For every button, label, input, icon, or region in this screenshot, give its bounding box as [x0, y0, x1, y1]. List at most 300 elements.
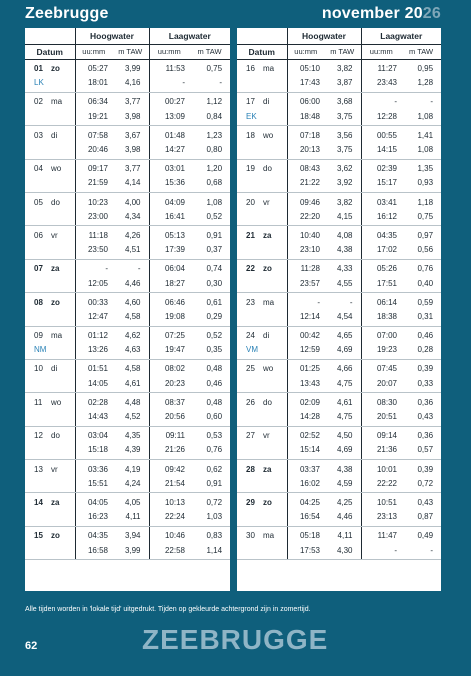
tide-table-left-panel: [25, 28, 230, 591]
low-height: 0,59: [417, 297, 434, 307]
low-time: 19:47: [149, 343, 189, 360]
high-height: 4,08: [336, 230, 353, 240]
low-height: 0,35: [189, 343, 230, 360]
day-number: 27: [246, 431, 255, 441]
high-time: 01:12: [75, 326, 112, 343]
moon-phase-label: [237, 543, 287, 560]
high-height: 4,00: [124, 197, 141, 207]
high-height: -: [349, 297, 353, 307]
tide-day-row: [25, 193, 230, 210]
high-time: 17:53: [287, 543, 324, 560]
day-number: 16: [246, 64, 255, 74]
tide-day-row-second: [237, 376, 441, 393]
high-time: 04:05: [75, 493, 112, 510]
tide-day-row: [25, 259, 230, 276]
high-time: 18:48: [287, 109, 324, 126]
tide-day-row: [237, 126, 441, 143]
day-number: 03: [34, 130, 43, 140]
low-height: -: [189, 76, 230, 93]
day-number: 22: [246, 264, 255, 274]
high-time: 09:17: [75, 159, 112, 176]
tide-table-right: [237, 28, 441, 560]
high-height: 3,94: [124, 531, 141, 541]
tide-day-row-second: [237, 276, 441, 293]
day-number: 07: [34, 264, 43, 274]
low-time: 04:09: [149, 193, 189, 210]
tide-table-left: [25, 28, 230, 560]
high-time: 14:43: [75, 409, 112, 426]
low-time: 22:22: [361, 476, 401, 493]
high-time: 13:26: [75, 343, 112, 360]
high-time: 17:43: [287, 76, 324, 93]
high-height: 4,26: [124, 230, 141, 240]
high-time: 03:04: [75, 426, 112, 443]
high-time: 07:18: [287, 126, 324, 143]
high-height: 4,48: [124, 397, 141, 407]
high-time: 10:23: [75, 193, 112, 210]
header-blank: [25, 28, 75, 44]
high-time: 23:50: [75, 243, 112, 260]
low-height: 0,83: [206, 531, 223, 541]
datum-header: Datum: [237, 44, 287, 59]
weekday: za: [263, 230, 272, 240]
tide-day-row-second: [25, 209, 230, 226]
high-time: 00:42: [287, 326, 324, 343]
low-time: 09:11: [149, 426, 189, 443]
low-height: 0,46: [189, 376, 230, 393]
tide-day-row-second: [237, 510, 441, 527]
day-number: 23: [246, 297, 255, 307]
footer-note: Alle tijden worden in 'lokale tijd' uitgedrukt. Tijden op gekleurde achtergrond zijn in zomertijd.: [25, 606, 311, 613]
high-time: -: [287, 293, 324, 310]
high-time: 04:35: [75, 526, 112, 543]
high-height: 3,87: [324, 76, 361, 93]
tide-day-row-second: [25, 510, 230, 527]
page-header-month-year: [322, 5, 441, 23]
low-height: 0,62: [206, 464, 223, 474]
day-number: 01: [34, 64, 43, 74]
tide-day-row-second: [25, 443, 230, 460]
high-time: 15:51: [75, 476, 112, 493]
low-height: 0,68: [189, 176, 230, 193]
day-number: 10: [34, 364, 43, 374]
low-height: 0,61: [206, 297, 223, 307]
moon-phase-label: [25, 176, 75, 193]
high-time: 12:14: [287, 309, 324, 326]
tide-day-row: [25, 159, 230, 176]
low-height: 1,35: [417, 164, 434, 174]
high-water-header: Hoogwater: [287, 28, 361, 44]
high-height: -: [137, 264, 141, 274]
low-time-header: uu:mm: [149, 44, 189, 59]
low-height: 0,30: [189, 276, 230, 293]
low-time: 21:54: [149, 476, 189, 493]
low-time: 21:26: [149, 443, 189, 460]
high-time: 12:05: [75, 276, 112, 293]
low-time: 11:47: [361, 526, 401, 543]
tide-day-row-second: [25, 76, 230, 93]
high-height: 4,65: [336, 331, 353, 341]
high-time: 05:10: [287, 59, 324, 76]
high-time: 03:37: [287, 460, 324, 477]
tide-day-row-second: [237, 309, 441, 326]
high-height: 4,25: [336, 497, 353, 507]
high-time: 18:01: [75, 76, 112, 93]
high-height: 4,58: [112, 309, 149, 326]
moon-phase-label: [237, 209, 287, 226]
moon-phase-label: [25, 376, 75, 393]
high-height: 4,61: [336, 397, 353, 407]
high-time: 23:00: [75, 209, 112, 226]
high-height: 4,52: [112, 409, 149, 426]
weekday: zo: [51, 297, 60, 307]
high-height: 3,82: [336, 197, 353, 207]
moon-phase-label: [25, 309, 75, 326]
low-height: 0,53: [206, 431, 223, 441]
weekday: vr: [263, 197, 270, 207]
high-time: 01:51: [75, 359, 112, 376]
high-height: 3,56: [336, 130, 353, 140]
high-time: 05:27: [75, 59, 112, 76]
tide-day-row: [237, 259, 441, 276]
low-height-header: m TAW: [189, 44, 230, 59]
low-height: 0,91: [206, 230, 223, 240]
high-height: 4,62: [124, 331, 141, 341]
tide-day-row: [237, 159, 441, 176]
tide-day-row: [237, 526, 441, 543]
low-height: 0,75: [206, 64, 223, 74]
low-time: 00:27: [149, 92, 189, 109]
tide-day-row: [25, 426, 230, 443]
high-time: 02:52: [287, 426, 324, 443]
high-height: 4,24: [112, 476, 149, 493]
day-number: 14: [34, 497, 43, 507]
high-time: 01:25: [287, 359, 324, 376]
moon-phase-label: [237, 443, 287, 460]
high-height: 3,98: [112, 109, 149, 126]
low-height: 0,28: [401, 343, 441, 360]
tide-day-row-second: [25, 276, 230, 293]
high-height: 4,38: [324, 243, 361, 260]
low-time: 10:46: [149, 526, 189, 543]
low-height: 0,56: [401, 243, 441, 260]
tide-rows-left: [25, 59, 230, 560]
day-number: 08: [34, 297, 43, 307]
high-height-header: m TAW: [324, 44, 361, 59]
moon-phase-label: [25, 142, 75, 159]
moon-phase-label: [237, 409, 287, 426]
low-time: 23:13: [361, 510, 401, 527]
header-year-part-a: 20: [404, 5, 423, 22]
high-height: 4,38: [336, 464, 353, 474]
low-time: 05:13: [149, 226, 189, 243]
high-water-header: Hoogwater: [75, 28, 149, 44]
tide-day-row: [237, 426, 441, 443]
weekday: do: [263, 164, 272, 174]
tide-day-row: [237, 92, 441, 109]
day-number: 13: [34, 464, 43, 474]
low-time: 20:56: [149, 409, 189, 426]
day-number: 18: [246, 130, 255, 140]
high-height: 4,46: [324, 510, 361, 527]
low-water-header: Laagwater: [361, 28, 441, 44]
low-height: 0,75: [401, 209, 441, 226]
tide-day-row: [237, 393, 441, 410]
low-time: 17:51: [361, 276, 401, 293]
low-height: 1,03: [189, 510, 230, 527]
high-time: 16:58: [75, 543, 112, 560]
low-time: -: [149, 76, 189, 93]
low-time: 15:36: [149, 176, 189, 193]
moon-phase-label: [25, 510, 75, 527]
high-time-header: uu:mm: [75, 44, 112, 59]
low-time: 20:23: [149, 376, 189, 393]
weekday: di: [263, 331, 270, 341]
high-height: 4,60: [124, 297, 141, 307]
weekday: do: [51, 431, 60, 441]
low-time: 11:27: [361, 59, 401, 76]
tide-day-row-second: [25, 176, 230, 193]
high-height: 4,58: [124, 364, 141, 374]
low-height: -: [430, 97, 434, 107]
high-height: 3,99: [112, 543, 149, 560]
high-height: 4,14: [112, 176, 149, 193]
weekday: vr: [51, 230, 58, 240]
high-time: 09:46: [287, 193, 324, 210]
day-number: 05: [34, 197, 43, 207]
weekday: ma: [51, 97, 63, 107]
high-time: 02:28: [75, 393, 112, 410]
low-height: 0,39: [417, 464, 434, 474]
tide-day-row-second: [237, 209, 441, 226]
weekday: do: [263, 397, 272, 407]
moon-phase-label: [25, 409, 75, 426]
tide-day-row-second: [237, 343, 441, 360]
low-time-header: uu:mm: [361, 44, 401, 59]
tide-day-row: [25, 393, 230, 410]
low-time: 22:24: [149, 510, 189, 527]
tide-day-row-second: [237, 76, 441, 93]
low-time: 11:53: [149, 59, 189, 76]
day-number: 26: [246, 397, 255, 407]
high-time: 05:18: [287, 526, 324, 543]
tide-day-row: [25, 59, 230, 76]
high-height: 4,61: [112, 376, 149, 393]
low-time: 14:15: [361, 142, 401, 159]
high-height: 3,99: [124, 64, 141, 74]
tide-day-row-second: [25, 109, 230, 126]
weekday: di: [51, 130, 58, 140]
low-height: 0,48: [206, 397, 223, 407]
high-time: 12:47: [75, 309, 112, 326]
moon-phase-label: [25, 443, 75, 460]
low-time: 13:09: [149, 109, 189, 126]
low-height: 0,46: [417, 331, 434, 341]
tide-day-row: [25, 460, 230, 477]
day-number: 11: [34, 397, 43, 407]
low-time: 08:02: [149, 359, 189, 376]
low-time: 09:14: [361, 426, 401, 443]
high-time: 12:59: [287, 343, 324, 360]
weekday: wo: [263, 364, 274, 374]
low-time: 17:02: [361, 243, 401, 260]
high-height: 3,82: [336, 64, 353, 74]
high-time: 15:18: [75, 443, 112, 460]
tide-day-row: [237, 460, 441, 477]
tide-day-row-second: [237, 476, 441, 493]
low-time: -: [361, 543, 401, 560]
low-time: 17:39: [149, 243, 189, 260]
high-height-header: m TAW: [112, 44, 149, 59]
moon-phase-label: EK: [237, 109, 287, 126]
low-height: 0,48: [206, 364, 223, 374]
moon-phase-label: [25, 543, 75, 560]
high-height: 3,75: [324, 109, 361, 126]
weekday: wo: [51, 397, 62, 407]
low-height: 0,52: [189, 209, 230, 226]
low-height: 0,80: [189, 142, 230, 159]
high-height: 4,15: [324, 209, 361, 226]
high-time: 13:43: [287, 376, 324, 393]
high-time: 07:58: [75, 126, 112, 143]
low-time: 03:01: [149, 159, 189, 176]
moon-phase-label: [25, 243, 75, 260]
weekday: di: [263, 97, 270, 107]
high-height: 4,34: [112, 209, 149, 226]
moon-phase-label: [25, 209, 75, 226]
day-number: 29: [246, 497, 255, 507]
day-number: 30: [246, 531, 255, 541]
low-height: 0,37: [189, 243, 230, 260]
low-time: 06:14: [361, 293, 401, 310]
low-time: 21:36: [361, 443, 401, 460]
day-number: 04: [34, 164, 43, 174]
low-height: 1,18: [417, 197, 434, 207]
low-time: 06:46: [149, 293, 189, 310]
low-height: 0,29: [189, 309, 230, 326]
low-height: 1,08: [206, 197, 223, 207]
moon-phase-label: [25, 109, 75, 126]
low-height: 1,23: [206, 130, 223, 140]
tide-day-row-second: [237, 243, 441, 260]
low-height: 0,36: [417, 397, 434, 407]
moon-phase-label: NM: [25, 343, 75, 360]
low-height: 1,08: [401, 109, 441, 126]
high-height: 4,66: [336, 364, 353, 374]
tide-day-row-second: [25, 409, 230, 426]
low-time: 00:55: [361, 126, 401, 143]
low-time: 08:30: [361, 393, 401, 410]
high-time: 11:18: [75, 226, 112, 243]
tide-day-row: [237, 359, 441, 376]
tide-day-row: [25, 126, 230, 143]
weekday: za: [263, 464, 272, 474]
high-height: 4,69: [324, 343, 361, 360]
high-time: 00:33: [75, 293, 112, 310]
low-height: 0,87: [401, 510, 441, 527]
low-time: 16:12: [361, 209, 401, 226]
tide-day-row: [237, 59, 441, 76]
tide-day-row-second: [25, 142, 230, 159]
low-height: 0,91: [189, 476, 230, 493]
moon-phase-label: [237, 476, 287, 493]
header-year-part-b: 26: [422, 5, 441, 22]
tide-day-row: [25, 326, 230, 343]
high-height: 4,63: [112, 343, 149, 360]
tide-day-row-second: [237, 443, 441, 460]
moon-phase-label: [237, 176, 287, 193]
high-time: 16:23: [75, 510, 112, 527]
high-height: 3,77: [124, 97, 141, 107]
high-height: 4,11: [337, 531, 353, 541]
tide-day-row-second: [25, 543, 230, 560]
low-height: 0,95: [417, 64, 434, 74]
high-height: 4,19: [124, 464, 141, 474]
tide-day-row-second: [237, 409, 441, 426]
high-time: 19:21: [75, 109, 112, 126]
low-height: 1,14: [189, 543, 230, 560]
high-time: 06:00: [287, 92, 324, 109]
low-height: 1,20: [206, 164, 223, 174]
high-height: 4,55: [324, 276, 361, 293]
high-time: 08:43: [287, 159, 324, 176]
day-number: 06: [34, 230, 43, 240]
weekday: zo: [51, 64, 60, 74]
day-number: 12: [34, 431, 43, 441]
low-height: 0,76: [189, 443, 230, 460]
high-height: 3,67: [124, 130, 141, 140]
high-time: 11:28: [287, 259, 324, 276]
low-height: 1,41: [417, 130, 434, 140]
low-time: 20:51: [361, 409, 401, 426]
low-time: 18:27: [149, 276, 189, 293]
high-time: 03:36: [75, 460, 112, 477]
low-time: 12:28: [361, 109, 401, 126]
low-height: 0,39: [417, 364, 434, 374]
low-height: 0,72: [401, 476, 441, 493]
high-time: 22:20: [287, 209, 324, 226]
low-time: 07:00: [361, 326, 401, 343]
low-height: 0,76: [417, 264, 434, 274]
low-time: -: [361, 92, 401, 109]
tide-day-row-second: [25, 343, 230, 360]
low-height: 0,84: [189, 109, 230, 126]
low-time: 14:27: [149, 142, 189, 159]
high-height: 4,16: [112, 76, 149, 93]
low-time: 08:37: [149, 393, 189, 410]
moon-phase-label: [237, 510, 287, 527]
high-height: 4,51: [112, 243, 149, 260]
low-time: 05:26: [361, 259, 401, 276]
high-height: 4,39: [112, 443, 149, 460]
weekday: vr: [51, 464, 58, 474]
tide-day-row: [25, 359, 230, 376]
tide-day-row-second: [25, 243, 230, 260]
moon-phase-label: [237, 142, 287, 159]
high-height: 4,05: [124, 497, 141, 507]
day-number: 15: [34, 531, 43, 541]
brand-wordmark: ZEEBRUGGE: [142, 624, 329, 655]
low-time: 23:43: [361, 76, 401, 93]
high-height: 3,77: [124, 164, 141, 174]
tide-day-row: [25, 226, 230, 243]
moon-phase-label: [25, 276, 75, 293]
page-number: 62: [25, 640, 38, 652]
high-time: 14:05: [75, 376, 112, 393]
high-height: 4,30: [324, 543, 361, 560]
moon-phase-label: [237, 376, 287, 393]
day-number: 19: [246, 164, 255, 174]
